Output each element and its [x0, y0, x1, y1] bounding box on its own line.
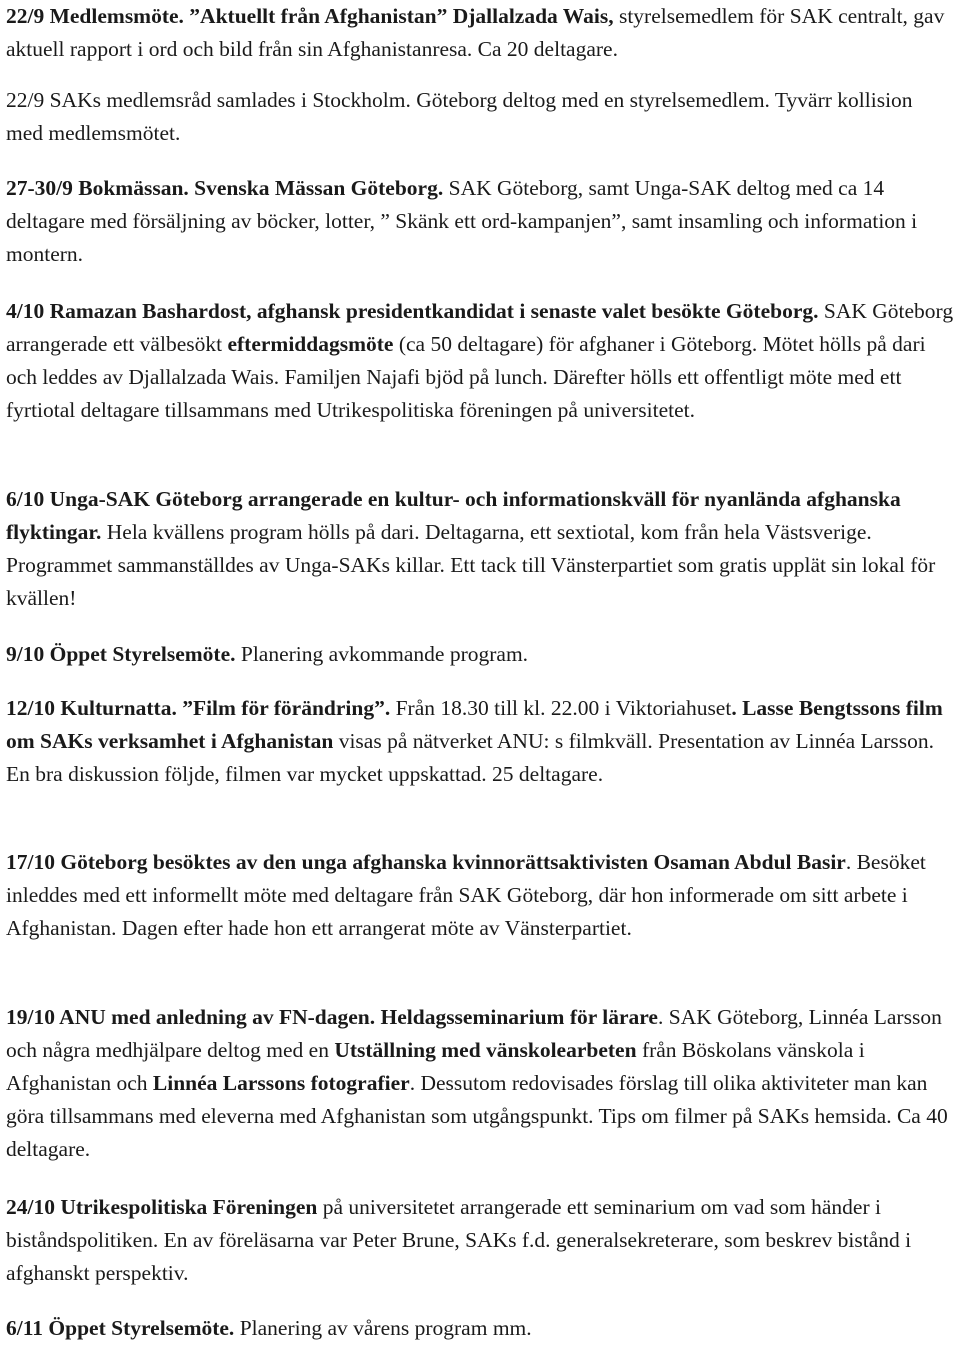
bold-text-run: . Lasse Bengtssons film om SAKs verksamhet i Afghanistan: [6, 696, 943, 753]
bold-text-run: Linnéa Larssons fotografier: [152, 1071, 410, 1095]
bold-text-run: 12/10 Kulturnatta. ”Film för förändring”.: [6, 696, 391, 720]
entry-kulturnatta-12-10: [6, 692, 954, 791]
text-run: Hela kvällens program hölls på dari. Deltagarna, ett sextiotal, kom från hela Västsverige. Programmet sammanställdes av Unga-SAKs killar. Ett tack till Vänsterpartiet som gratis upplät sin lokal för kvällen!: [6, 520, 936, 610]
bold-text-run: 9/10 Öppet Styrelsemöte.: [6, 642, 236, 666]
text-run: från Böskolans vänskola i Afghanistan och: [6, 1038, 865, 1095]
text-run: . Dessutom redovisades förslag till olika aktiviteter man kan göra tillsammans med eleverna med Afghanistan som utgångspunkt. Tips om filmer på SAKs hemsida. Ca 40 deltagare.: [6, 1071, 948, 1161]
text-run: . Besöket inleddes med ett informellt möte med deltagare från SAK Göteborg, där hon informerade om sitt arbete i Afghanistan. Dagen efter hade hon ett arrangerat möte av Vänsterpartiet.: [6, 850, 926, 940]
text-run: SAK Göteborg, samt Unga-SAK deltog med ca 14 deltagare med försäljning av böcker, lotter, ” Skänk ett ord-kampanjen”, samt insamling och information i montern.: [6, 176, 918, 266]
bold-text-run: eftermiddagsmöte: [227, 332, 394, 356]
text-run: Planering avkommande program.: [235, 642, 529, 666]
entry-medlemsrad-22-9: [6, 84, 954, 150]
text-run: (ca 50 deltagare) för afghaner i Göteborg. Mötet hölls på dari och leddes av Djallalzada Wais. Familjen Najafi bjöd på lunch. Därefter hölls ett offentligt möte med ett fyrtiotal deltagare tillsammans med Utrikespolitiska föreningen på universitetet.: [6, 332, 926, 422]
text-run: Från 18.30 till kl. 22.00 i Viktoriahuset: [390, 696, 732, 720]
bold-text-run: 6/10 Unga-SAK Göteborg arrangerade en kultur- och informationskväll för nyanlända afghanska flyktingar.: [6, 487, 901, 544]
text-run: styrelsemedlem för SAK centralt, gav aktuell rapport i ord och bild från sin Afghanistanresa. Ca 20 deltagare.: [6, 4, 945, 61]
entry-bokmassan-27-30-9: [6, 172, 954, 271]
text-run: på universitetet arrangerade ett seminarium om vad som händer i biståndspolitiken. En av föreläsarna var Peter Brune, SAKs f.d. generalsekreterare, som beskrev bistånd i afghanskt perspektiv.: [6, 1195, 912, 1285]
entry-kulturkvall-6-10: [6, 483, 954, 615]
entry-osaman-abdul-basir-17-10: [6, 846, 954, 945]
entry-medlemsmote-22-9: [6, 0, 954, 66]
entry-styrelsemote-6-11: [6, 1312, 954, 1345]
text-run: . SAK Göteborg, Linnéa Larsson och några medhjälpare deltog med en: [6, 1005, 942, 1062]
entry-styrelsemote-9-10: [6, 638, 954, 671]
entry-fn-dagen-19-10: [6, 1001, 954, 1166]
bold-text-run: 4/10 Ramazan Bashardost, afghansk presidentkandidat i senaste valet besökte Göteborg.: [6, 299, 819, 323]
text-run: Planering av vårens program mm.: [234, 1316, 532, 1340]
bold-text-run: 22/9 Medlemsmöte. ”Aktuellt från Afghanistan” Djallalzada Wais,: [6, 4, 614, 28]
bold-text-run: 24/10 Utrikespolitiska Föreningen: [6, 1195, 318, 1219]
text-run: 22/9 SAKs medlemsråd samlades i Stockholm. Göteborg deltog med en styrelsemedlem. Tyvärr kollision med medlemsmötet.: [6, 88, 913, 145]
bold-text-run: Utställning med vänskolearbeten: [334, 1038, 637, 1062]
bold-text-run: 17/10 Göteborg besöktes av den unga afghanska kvinnorättsaktivisten Osaman Abdul Basir: [6, 850, 846, 874]
bold-text-run: 19/10 ANU med anledning av FN-dagen. Heldagsseminarium för lärare: [6, 1005, 658, 1029]
text-run: visas på nätverket ANU: s filmkväll. Presentation av Linnéa Larsson. En bra diskussion följde, filmen var mycket uppskattad. 25 deltagare.: [6, 729, 934, 786]
bold-text-run: 6/11 Öppet Styrelsemöte.: [6, 1316, 235, 1340]
entry-ramazan-bashardost-4-10: [6, 295, 954, 427]
entry-utrikespolitiska-foreningen-24-10: [6, 1191, 954, 1290]
text-run: SAK Göteborg arrangerade ett välbesökt: [6, 299, 954, 356]
bold-text-run: 27-30/9 Bokmässan. Svenska Mässan Göteborg.: [6, 176, 444, 200]
